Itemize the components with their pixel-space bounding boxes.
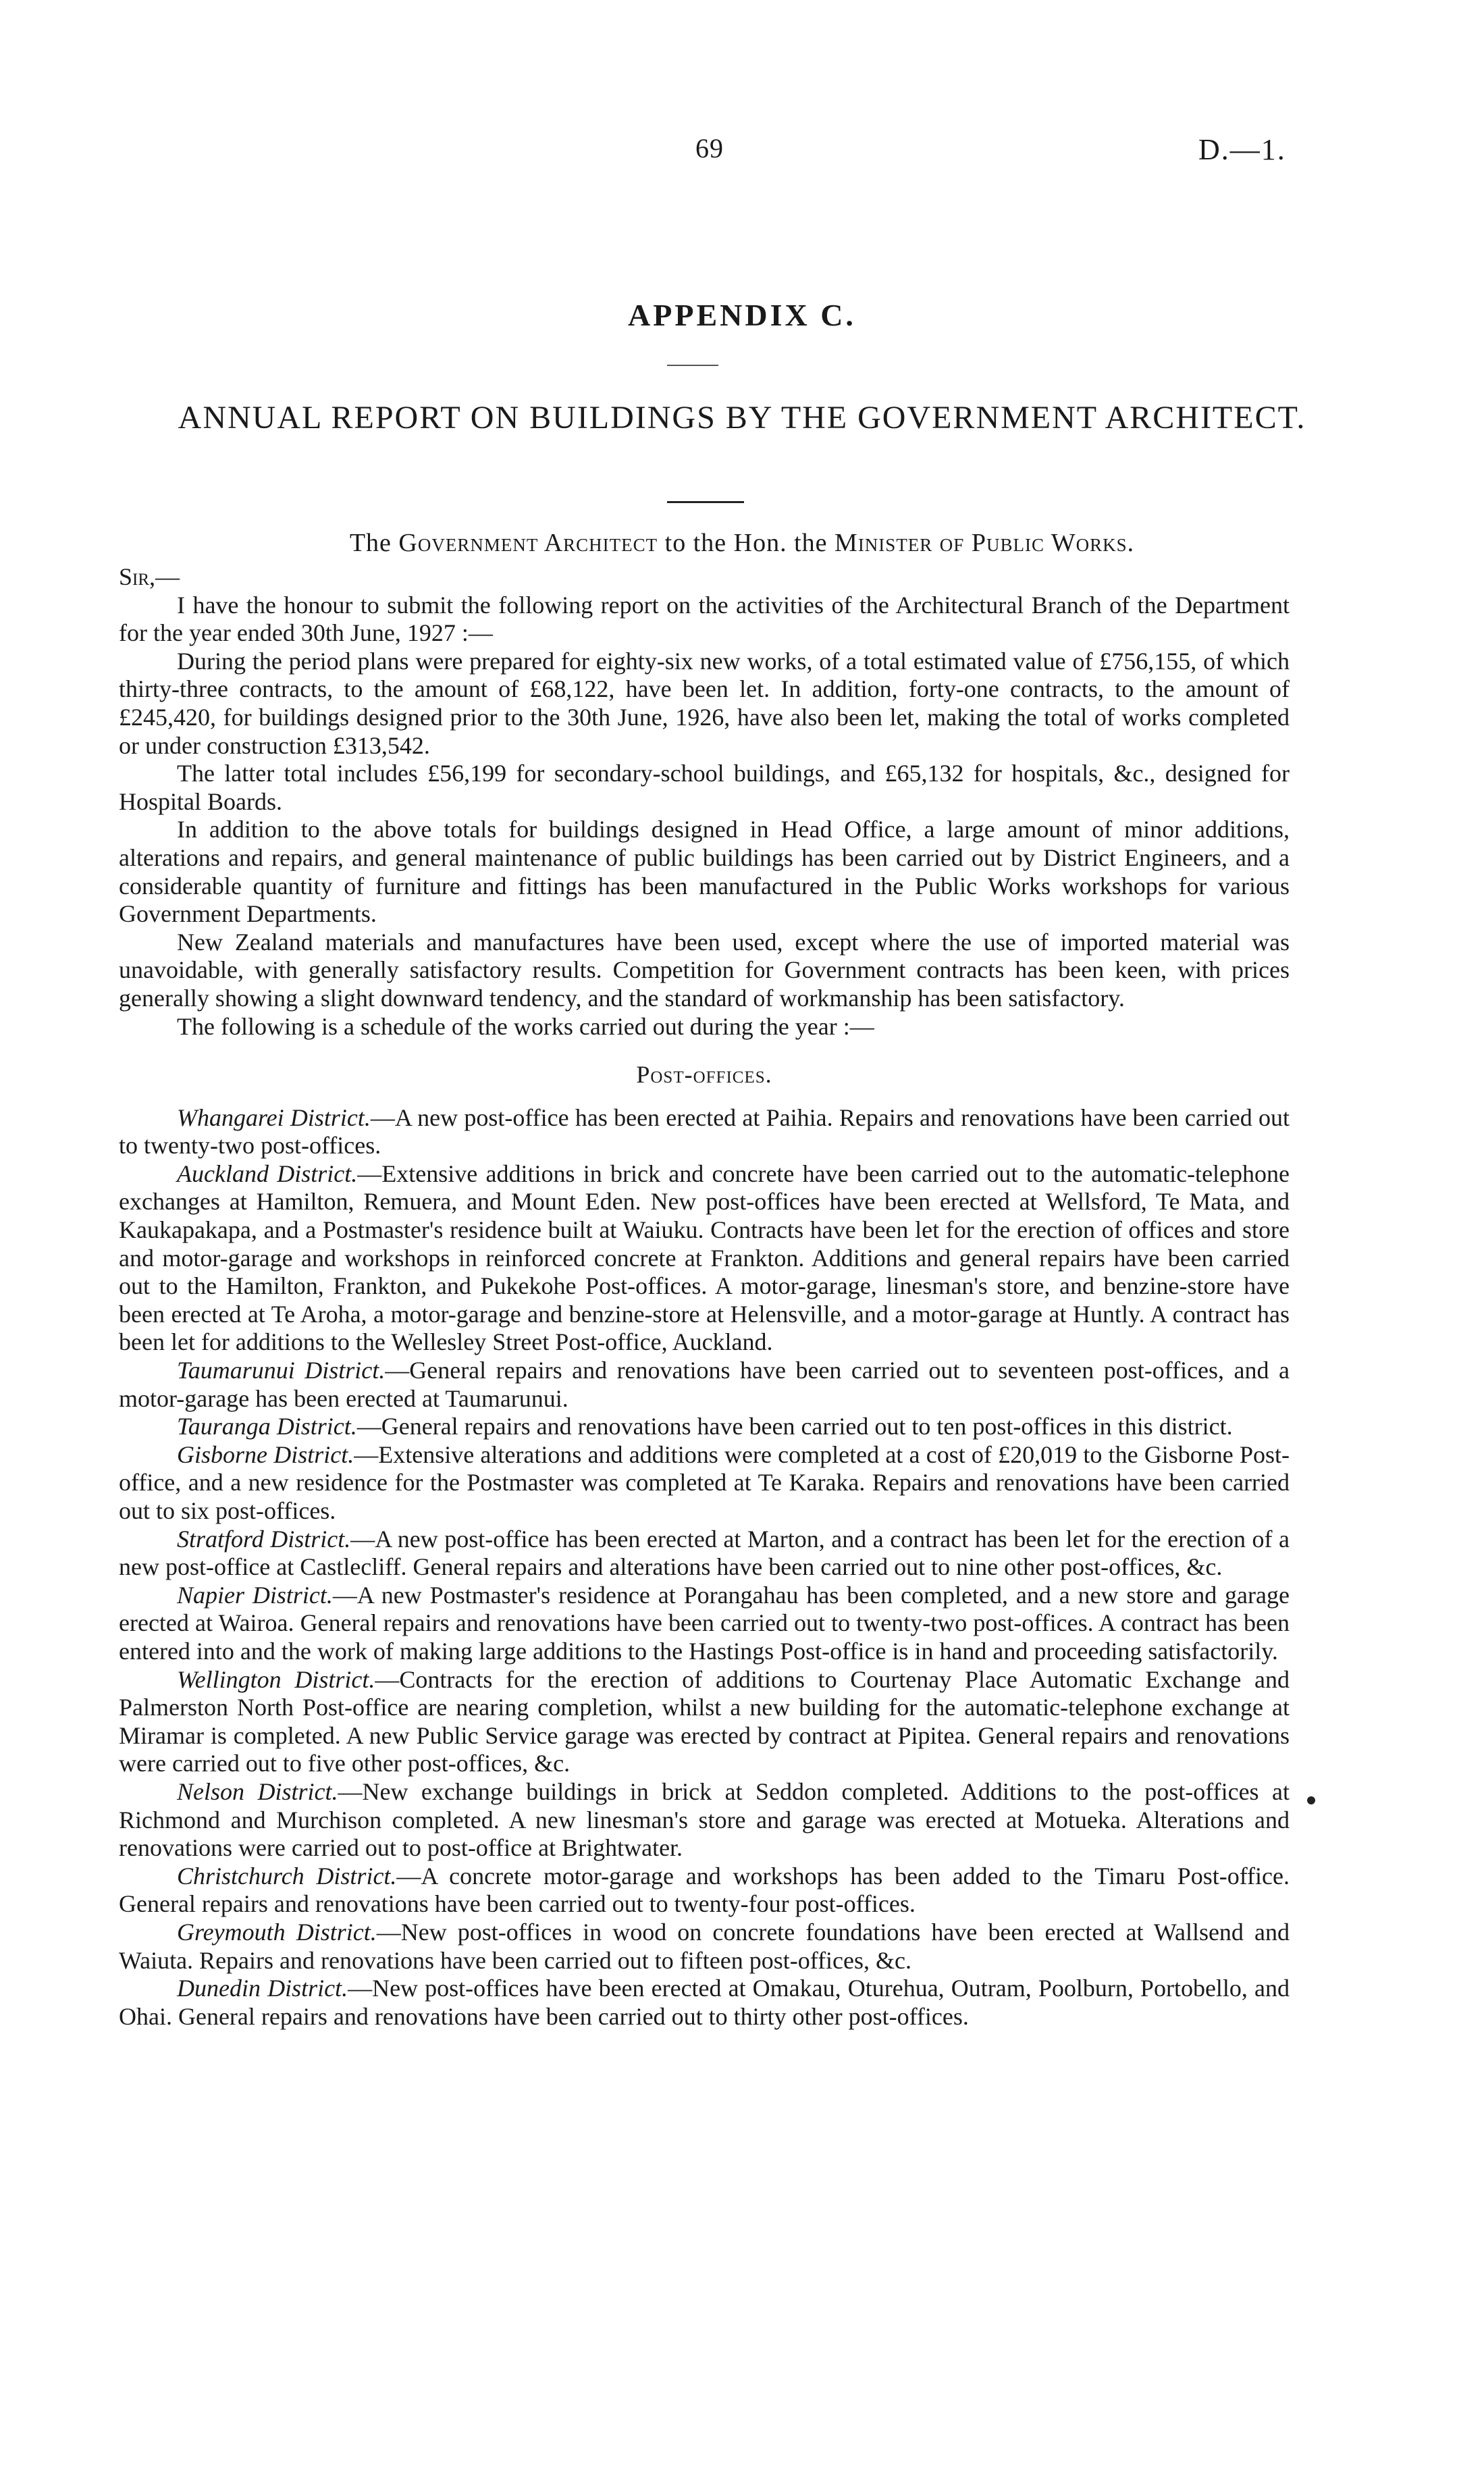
district-text: —New post-offices in wood on concrete foundations have been erected at Wallsend and Waiuta. Repairs and renovations have been carried out to fifteen post-offices, &c. <box>119 1918 1290 1974</box>
district-text: —A new Postmaster's residence at Porangahau has been completed, and a new store and garage erected at Wairoa. General repairs and renovations have been carried out to twenty-two post-offices. A contract has been entered into and the work of making large additions to the Hastings Post-office is in hand and proceeding satisfactorily. <box>119 1581 1290 1665</box>
intro-paragraph: In addition to the above totals for buildings designed in Head Office, a large amount of minor additions, alterations and repairs, and general maintenance of public buildings has been carried out by District Engineers, and a considerable quantity of furniture and fittings has been manufactured in the Public Works workshops for various Government Departments. <box>119 816 1290 928</box>
district-text: —A new post-office has been erected at Paihia. Repairs and renovations have been carried out to twenty-two post-offices. <box>119 1103 1290 1160</box>
district-name: Taumarunui District. <box>177 1357 386 1384</box>
district-name: Gisborne District. <box>177 1440 354 1468</box>
district-text: —General repairs and renovations have been carried out to seventeen post-offices, and a motor-garage has been erected at Taumarunui. <box>119 1357 1290 1412</box>
document-reference: D.—1. <box>1198 133 1286 166</box>
intro-paragraph: I have the honour to submit the following report on the activities of the Architectural Branch of the Department for the year ended 30th June, 1927 :— <box>119 591 1290 647</box>
district-name: Whangarei District. <box>177 1103 371 1131</box>
report-body <box>119 563 1290 2031</box>
intro-paragraph: The following is a schedule of the works carried out during the year :— <box>177 1012 874 1040</box>
district-paragraph <box>119 1441 1290 1526</box>
addressee-from: Government Architect <box>398 529 658 557</box>
intro-paragraph: During the period plans were prepared for eighty-six new works, of a total estimated value of £756,155, of which thirty-three contracts, to the amount of £68,122, have been let. In addition, forty-one contracts, to the amount of £245,420, for buildings designed prior to the 30th June, 1926, have also been let, making the total of works completed or under construction £313,542. <box>119 647 1290 759</box>
appendix-heading: APPENDIX C. <box>628 298 856 332</box>
intro-paragraph: New Zealand materials and manufactures have been used, except where the use of imported material was unavoidable, with generally satisfactory results. Competition for Government contracts has been keen, with prices generally showing a slight downward tendency, and the standard of workmanship has been satisfactory. <box>119 928 1290 1012</box>
district-paragraph <box>119 1582 1290 1666</box>
district-name: Tauranga District. <box>177 1413 357 1440</box>
district-paragraph <box>119 1919 1290 1975</box>
addressee-line <box>0 528 1484 558</box>
heading-divider <box>667 365 718 366</box>
district-paragraph <box>119 1975 1290 2031</box>
district-name: Wellington District. <box>177 1665 375 1693</box>
district-paragraph <box>119 1666 1290 1778</box>
district-text: —A concrete motor-garage and workshops has been added to the Timaru Post-office. General repairs and renovations have been carried out to twenty-four post-offices. <box>119 1862 1290 1918</box>
district-paragraph <box>119 1526 1290 1582</box>
district-name: Christchurch District. <box>177 1862 397 1890</box>
district-paragraph <box>119 1357 1290 1413</box>
intro-paragraph: The latter total includes £56,199 for secondary-school buildings, and £65,132 for hospitals, &c., designed for Hospital Boards. <box>119 760 1290 815</box>
addressee-to: Minister of Public Works. <box>834 529 1135 557</box>
district-name: Stratford District. <box>177 1525 351 1553</box>
district-text: —General repairs and renovations have been carried out to ten post-offices in this district. <box>356 1413 1233 1440</box>
addressee-middle: to the Hon. the <box>658 529 835 557</box>
district-text: —A new post-office has been erected at Marton, and a contract has been let for the erection of a new post-office at Castlecliff. General repairs and alterations have been carried out to nine other post-offices, &c. <box>119 1525 1290 1581</box>
district-paragraph <box>119 1413 1290 1441</box>
salutation: Sir,— <box>119 563 180 590</box>
district-text: —New post-offices have been erected at Omakau, Oturehua, Outram, Poolburn, Portobello, and Ohai. General repairs and renovations have been carried out to thirty other post-offices. <box>119 1975 1290 2030</box>
district-text: —Extensive alterations and additions were completed at a cost of £20,019 to the Gisborne Post-office, and a new residence for the Postmaster was completed at Te Karaka. Repairs and renovations have been carried out to six post-offices. <box>119 1440 1290 1524</box>
district-paragraph <box>119 1160 1290 1357</box>
district-name: Auckland District. <box>177 1160 358 1187</box>
margin-dot <box>1307 1796 1315 1804</box>
district-text: —New exchange buildings in brick at Seddon completed. Additions to the post-offices at Richmond and Murchison completed. A new linesman's store and garage was erected at Motueka. Alterations and renovations were carried out to post-office at Brightwater. <box>119 1777 1290 1862</box>
title-divider <box>667 501 744 503</box>
district-text: —Extensive additions in brick and concrete have been carried out to the automatic-telephone exchanges at Hamilton, Remuera, and Mount Eden. New post-offices have been erected at Wellsford, Te Mata, and Kaukapakapa, and a Postmaster's residence built at Waiuku. Contracts have been let for the erection of offices and store and motor-garage and workshops in reinforced concrete at Frankton. Additions and general repairs have been carried out to the Hamilton, Frankton, and Pukekohe Post-offices. A motor-garage, linesman's store, and benzine-store have been erected at Te Aroha, a motor-garage and benzine-store at Helensville, and a motor-garage at Huntly. A contract has been let for additions to the Wellesley Street Post-office, Auckland. <box>119 1160 1290 1356</box>
district-name: Greymouth District. <box>177 1918 377 1946</box>
district-paragraph <box>119 1863 1290 1919</box>
section-heading-post-offices: Post-offices. <box>636 1061 772 1089</box>
district-text: —Contracts for the erection of additions to Courtenay Place Automatic Exchange and Palmerston North Post-office are nearing completion, whilst a new building for the automatic-telephone exchange at Miramar is completed. A new Public Service garage was erected by contract at Pipitea. General repairs and renovations were carried out to five other post-offices, &c. <box>119 1665 1290 1777</box>
district-paragraph <box>119 1104 1290 1160</box>
page-number: 69 <box>695 133 724 163</box>
report-title: ANNUAL REPORT ON BUILDINGS BY THE GOVERNMENT ARCHITECT. <box>178 400 1306 436</box>
district-name: Nelson District. <box>177 1777 338 1805</box>
addressee-prefix: The <box>349 529 399 557</box>
district-name: Napier District. <box>177 1581 333 1609</box>
district-paragraph <box>119 1778 1290 1863</box>
district-name: Dunedin District. <box>177 1975 348 2002</box>
